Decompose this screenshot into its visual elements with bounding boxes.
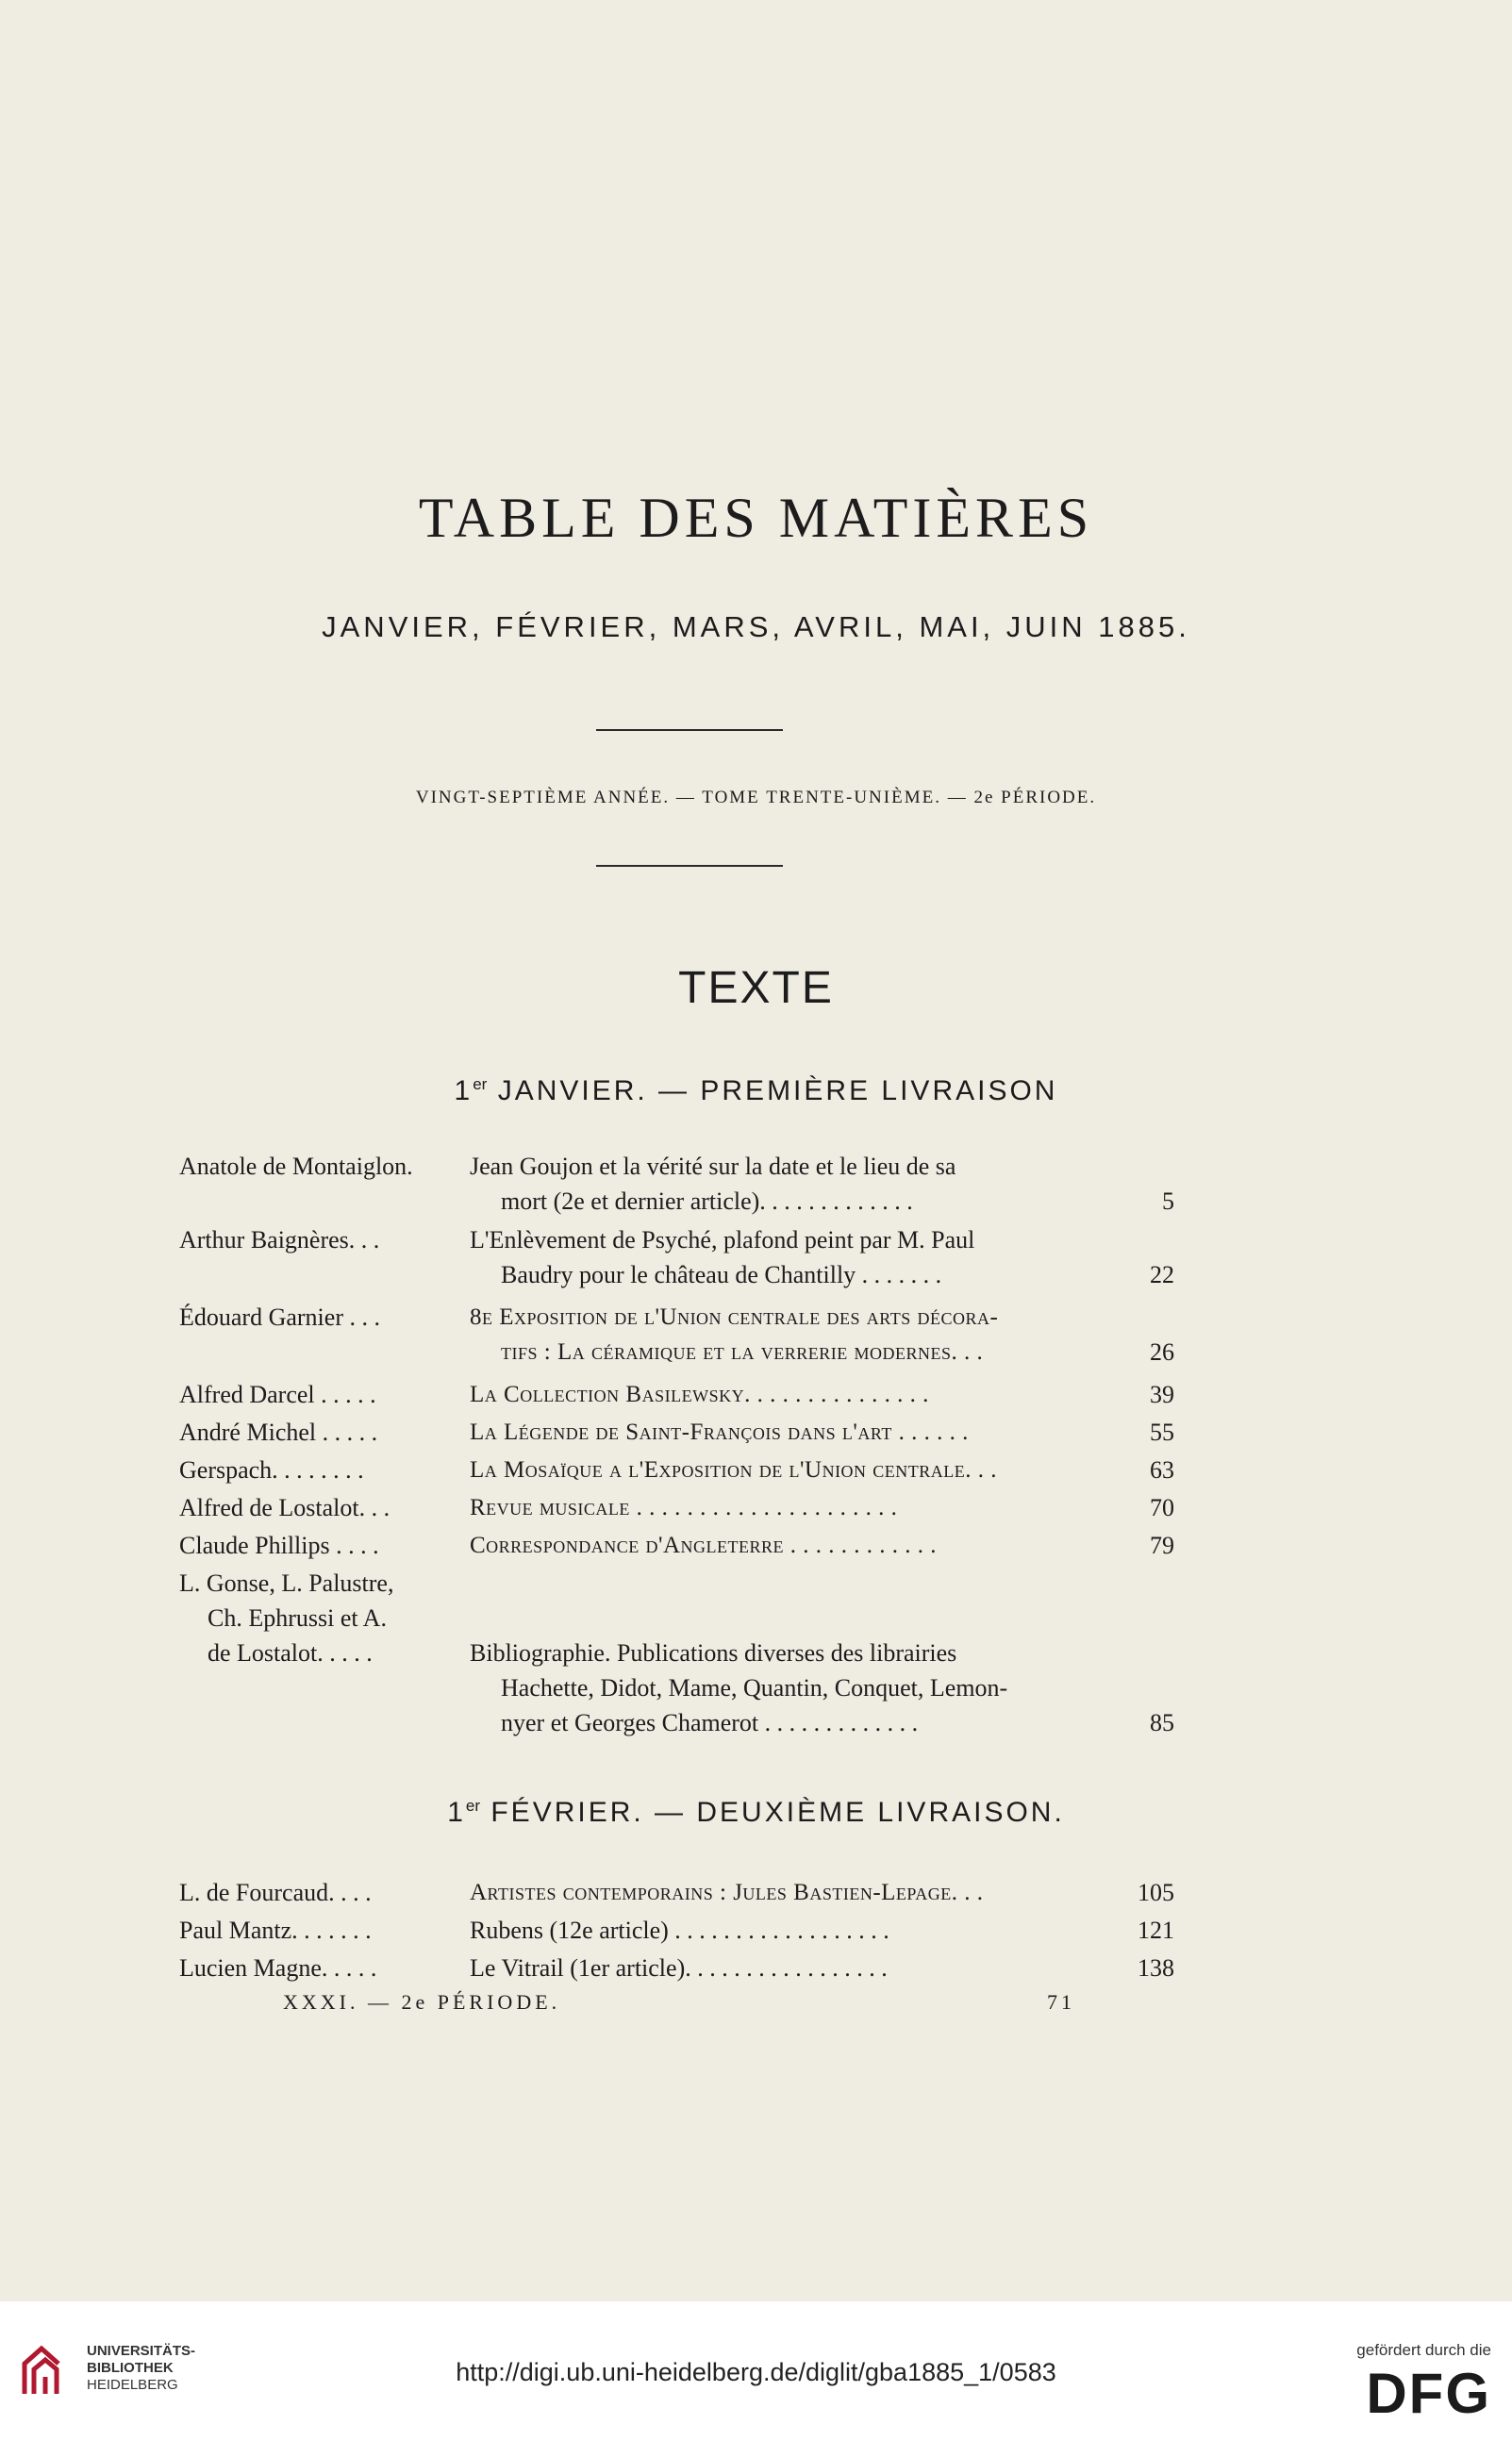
entry-author: Anatole de Montaiglon. (179, 1153, 413, 1180)
entry-title (470, 1377, 1132, 1412)
heading-ordinal-sup: er (465, 1797, 481, 1815)
permalink-url[interactable]: http://digi.ub.uni-heidelberg.de/diglit/gba1885_1/0583 (456, 2358, 1056, 2386)
entry-title (470, 1636, 1132, 1740)
entry-line: Artistes contemporains : Jules Bastien-Lepage. . . (470, 1880, 984, 1905)
entry-title (470, 1149, 1132, 1219)
entry-title (470, 1913, 1132, 1948)
page-subtitle: JANVIER, FÉVRIER, MARS, AVRIL, MAI, JUIN 1885. (322, 610, 1190, 643)
entry-title (470, 1528, 1132, 1563)
entry-title (470, 1300, 1132, 1370)
entry-title (470, 1951, 1132, 1985)
entry-line: mort (2e et dernier article). . . . . . . . . . . . . (501, 1187, 913, 1215)
sheet-number: 71 (1047, 1990, 1075, 2014)
entry-page: 22 (1150, 1261, 1174, 1288)
page-title: TABLE DES MATIÈRES (418, 487, 1094, 549)
section-heading-fevrier (0, 1797, 1512, 1829)
entry-author: Claude Phillips . . . . (179, 1532, 379, 1559)
entry-line: La Collection Basilewsky. . . . . . . . . . . . . . . (470, 1382, 929, 1407)
entry-page: 63 (1150, 1456, 1174, 1484)
entry-author: Gerspach. . . . . . . . (179, 1456, 364, 1484)
entry-line: La Légende de Saint-François dans l'art . . . . . . (470, 1420, 969, 1445)
entry-line: 8e Exposition de l'Union centrale des arts décora- (470, 1304, 999, 1330)
entry-line: L'Enlèvement de Psyché, plafond peint par M. Paul (470, 1226, 975, 1254)
library-line: HEIDELBERG (87, 2377, 178, 2393)
heading-ordinal: 1 (447, 1797, 466, 1828)
signature-text: XXXI. — 2e PÉRIODE. (283, 1990, 561, 2014)
entry-page: 55 (1150, 1419, 1174, 1446)
entry-line: nyer et Georges Chamerot . . . . . . . . . . . . . (501, 1709, 919, 1736)
entry-title (470, 1490, 1132, 1525)
entry-title (470, 1453, 1132, 1487)
entry-author: L. de Fourcaud. . . . (179, 1879, 372, 1906)
entry-line: Jean Goujon et la vérité sur la date et le lieu de sa (470, 1153, 956, 1180)
author-line: de Lostalot. . . . . (208, 1639, 373, 1667)
entry-page: 5 (1162, 1187, 1174, 1215)
entry-line: Le Vitrail (1er article). . . . . . . . . . . . . . . . . (470, 1954, 888, 1982)
section-title: TEXTE (678, 963, 834, 1013)
entry-author: Arthur Baignères. . . (179, 1226, 380, 1254)
heading-text: FÉVRIER. — DEUXIÈME LIVRAISON. (490, 1797, 1065, 1828)
entry-author: Lucien Magne. . . . . (179, 1954, 377, 1982)
entry-title (470, 1222, 1132, 1292)
entry-page: 138 (1138, 1954, 1174, 1982)
library-line: BIBLIOTHEK (87, 2360, 174, 2376)
entry-line: Correspondance d'Angleterre . . . . . . . . . . . . (470, 1533, 937, 1558)
author-line: Ch. Ephrussi et A. (208, 1604, 387, 1632)
entry-line: Bibliographie. Publications diverses des librairies (470, 1639, 957, 1667)
entry-author (179, 1566, 457, 1670)
entry-author: Édouard Garnier . . . (179, 1304, 380, 1331)
entry-line: Rubens (12e article) . . . . . . . . . . . . . . . . . . (470, 1917, 889, 1944)
entry-line: tifs : La céramique et la verrerie modernes. . . (501, 1339, 984, 1365)
volume-info: VINGT-SEPTIÈME ANNÉE. — TOME TRENTE-UNIÈME. — 2e PÉRIODE. (415, 788, 1097, 807)
entry-page: 26 (1150, 1338, 1174, 1366)
page-signature (283, 1990, 1075, 2015)
author-line: L. Gonse, L. Palustre, (179, 1569, 394, 1597)
heading-text: JANVIER. — PREMIÈRE LIVRAISON (497, 1075, 1058, 1106)
entry-author: Paul Mantz. . . . . . . (179, 1917, 372, 1944)
entry-line: La Mosaïque a l'Exposition de l'Union centrale. . . (470, 1457, 998, 1483)
funder-label: gefördert durch die (1356, 2341, 1491, 2359)
heading-ordinal: 1 (454, 1075, 474, 1106)
entry-author: Alfred Darcel . . . . . (179, 1381, 376, 1408)
entry-page: 70 (1150, 1494, 1174, 1521)
heading-ordinal-sup: er (473, 1075, 488, 1093)
library-line: UNIVERSITÄTS- (87, 2343, 196, 2359)
entry-page: 85 (1150, 1709, 1174, 1736)
entry-page: 105 (1138, 1879, 1174, 1906)
entry-title (470, 1875, 1132, 1910)
entry-author: Alfred de Lostalot. . . (179, 1494, 390, 1521)
divider-rule (596, 865, 783, 867)
entry-line: Baudry pour le château de Chantilly . . . . . . . (501, 1261, 942, 1288)
entry-page: 121 (1138, 1917, 1174, 1944)
entry-title (470, 1415, 1132, 1450)
entry-line: Hachette, Didot, Mame, Quantin, Conquet, Lemon- (501, 1674, 1008, 1702)
section-heading-janvier (0, 1075, 1512, 1107)
entry-page: 39 (1150, 1381, 1174, 1408)
dfg-logo: DFG (1366, 2362, 1491, 2425)
entry-author: André Michel . . . . . (179, 1419, 378, 1446)
divider-rule (596, 729, 783, 731)
entry-line: Revue musicale . . . . . . . . . . . . . . . . . . . . . (470, 1495, 898, 1520)
entry-page: 79 (1150, 1532, 1174, 1559)
